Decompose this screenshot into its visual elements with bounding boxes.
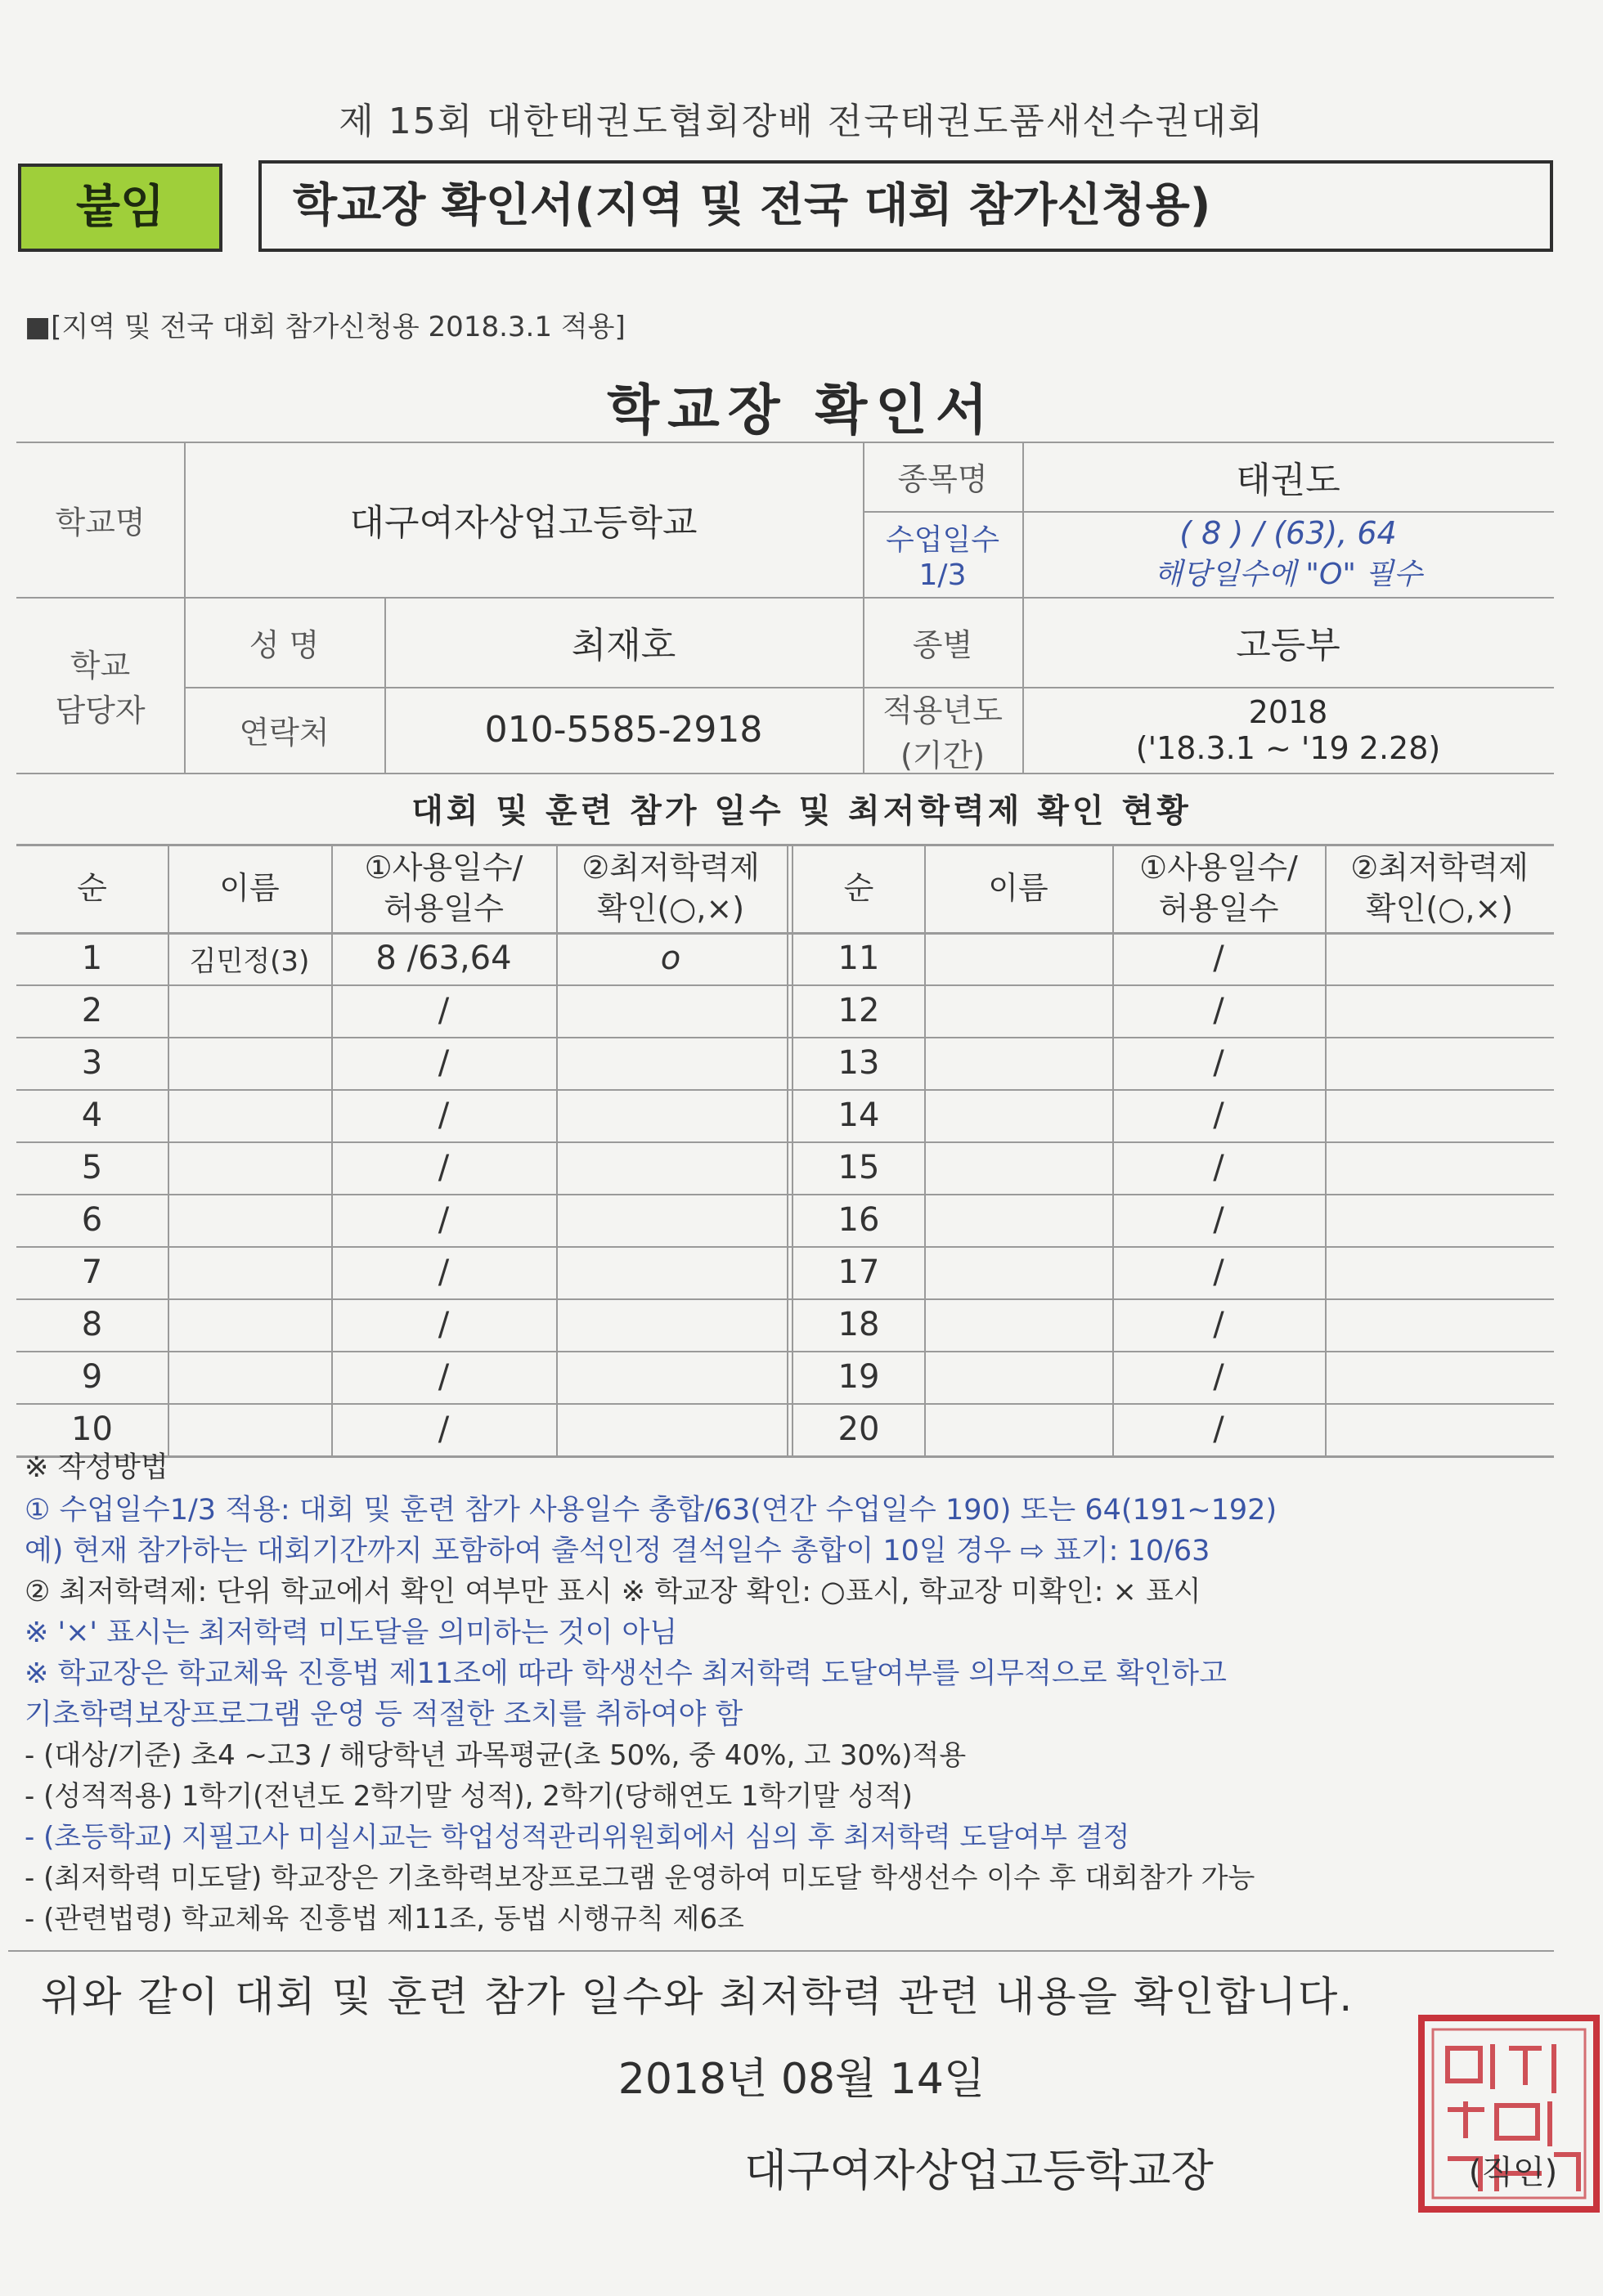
form-applicability-note: ■[지역 및 전국 대회 참가신청용 2018.3.1 적용] [25, 311, 626, 343]
col-header-min-line1: ②최저학력제 [581, 850, 760, 886]
participant-name: 김민정(3) [189, 944, 310, 978]
participant-name [924, 932, 1112, 984]
document-title-box: 학교장 확인서(지역 및 전국 대회 참가신청용) [258, 160, 1553, 252]
class-days-label [863, 511, 1022, 597]
row-number: 9 [81, 1358, 103, 1396]
row-number: 10 [71, 1410, 113, 1448]
used-days-value: / [1213, 1306, 1224, 1343]
participant-name [924, 1194, 1112, 1246]
row-number: 16 [837, 1201, 880, 1239]
col-header-days-right [1112, 844, 1325, 932]
min-academic-check [556, 1141, 785, 1194]
participant-name [168, 1403, 331, 1455]
min-academic-check [556, 1351, 785, 1403]
row-number: 8 [81, 1306, 103, 1343]
col-header-min-right-line1: ②최저학력제 [1350, 850, 1529, 886]
min-academic-check [1325, 1298, 1554, 1351]
note-line: - (대상/기준) 초4 ~고3 / 해당학년 과목평균(초 50%, 중 40%, 고 30%)적용 [25, 1739, 967, 1772]
used-days-value: / [438, 1149, 450, 1186]
used-days-value: / [1213, 1358, 1224, 1396]
attachment-badge: 붙임 [18, 164, 222, 252]
manager-label-line1: 학교 [70, 647, 131, 684]
min-academic-check [1325, 1194, 1554, 1246]
note-line: ※ '×' 표시는 최저학력 미도달을 의미하는 것이 아님 [25, 1617, 678, 1649]
col-header-min-right-line2: 확인(○,×) [1365, 890, 1514, 926]
seal-label: (직인) [1468, 2154, 1558, 2191]
min-academic-check [556, 984, 785, 1037]
participant-name [924, 1037, 1112, 1089]
contact-value: 010-5585-2918 [484, 709, 763, 751]
main-title: 학교장 확인서 [607, 379, 996, 442]
min-academic-check [1325, 1037, 1554, 1089]
issue-date: 2018년 08월 14일 [617, 2055, 986, 2104]
principal-title: 대구여자상업고등학교장 [744, 2145, 1214, 2196]
row-number: 15 [837, 1149, 880, 1186]
min-academic-check [556, 1037, 785, 1089]
participant-name [924, 1246, 1112, 1298]
year-value-period: ('18.3.1 ~ '19 2.28) [1135, 729, 1441, 766]
sport-label: 종목명 [897, 461, 988, 497]
used-days-value: / [1213, 1149, 1224, 1186]
used-days-value: / [438, 1410, 450, 1448]
note-line: ② 최저학력제: 단위 학교에서 확인 여부만 표시 ※ 학교장 확인: ○표시, 학교장 미확인: × 표시 [25, 1576, 1201, 1608]
col-header-days-line2: 허용일수 [384, 890, 504, 926]
col-header-no: 순 [77, 870, 107, 906]
row-number: 3 [81, 1044, 103, 1082]
year-value [1022, 687, 1554, 773]
year-value-year: 2018 [1248, 693, 1328, 730]
participant-name [924, 1351, 1112, 1403]
participation-section-title: 대회 및 훈련 참가 일수 및 최저학력제 확인 현황 [411, 792, 1192, 830]
participant-name [168, 984, 331, 1037]
participant-name [168, 1141, 331, 1194]
used-days-value: / [1213, 1044, 1224, 1082]
min-academic-check [1325, 984, 1554, 1037]
manager-name-value: 최재호 [571, 625, 676, 666]
min-academic-check [556, 1246, 785, 1298]
participant-name [924, 1141, 1112, 1194]
col-header-name: 이름 [219, 870, 280, 906]
contact-label: 연락처 [239, 715, 330, 751]
used-days-value: / [438, 1306, 450, 1343]
col-header-min [556, 844, 785, 932]
notes-heading: ※ 작성방법 [25, 1451, 168, 1484]
row-number: 19 [837, 1358, 880, 1396]
participant-name [168, 1194, 331, 1246]
min-academic-check [1325, 932, 1554, 984]
row-number: 11 [837, 939, 880, 977]
name-label: 성 명 [249, 626, 320, 663]
min-academic-check [556, 1298, 785, 1351]
year-label [863, 687, 1022, 773]
confirmation-statement: 위와 같이 대회 및 훈련 참가 일수와 최저학력 관련 내용을 확인합니다. [41, 1973, 1354, 2020]
participant-name [168, 1298, 331, 1351]
participant-name [168, 1246, 331, 1298]
manager-label-line2: 담당자 [55, 692, 146, 729]
used-days-value: / [1213, 1253, 1224, 1291]
sport-value: 태권도 [1236, 459, 1340, 501]
min-academic-check [1325, 1089, 1554, 1141]
participant-name [924, 1403, 1112, 1455]
class-days-note: 해당일수에 "O" 필수 [1154, 558, 1422, 591]
min-academic-check [1325, 1246, 1554, 1298]
participant-name [168, 1089, 331, 1141]
col-header-min-line2: 확인(○,×) [596, 890, 745, 926]
col-header-no-right: 순 [843, 870, 874, 906]
used-days-value: / [438, 1358, 450, 1396]
col-header-name-right: 이름 [988, 870, 1048, 906]
min-academic-check [1325, 1351, 1554, 1403]
used-days-value: / [438, 1096, 450, 1134]
used-days-value: / [438, 1044, 450, 1082]
note-line: 예) 현재 참가하는 대회기간까지 포함하여 출석인정 결석일수 총합이 10일 경우 ⇨ 표기: 10/63 [25, 1535, 1210, 1567]
col-header-days-line1: ①사용일수/ [364, 850, 523, 886]
note-line: 기초학력보장프로그램 운영 등 적절한 조치를 취하여야 함 [25, 1698, 743, 1731]
division-label: 종별 [912, 626, 973, 663]
participant-name [924, 1298, 1112, 1351]
school-name-label: 학교명 [55, 504, 146, 540]
col-header-min-right [1325, 844, 1554, 932]
col-header-days [331, 844, 556, 932]
used-days-value: / [438, 992, 450, 1029]
note-line: ※ 학교장은 학교체육 진흥법 제11조에 따라 학생선수 최저학력 도달여부를 의무적으로 확인하고 [25, 1657, 1227, 1690]
row-number: 13 [837, 1044, 880, 1082]
year-label-line1: 적용년도 [882, 692, 1003, 729]
used-days-value: / [1213, 1201, 1224, 1239]
manager-label [16, 597, 184, 773]
min-academic-check: o [660, 939, 681, 977]
row-number: 12 [837, 992, 880, 1029]
row-number: 14 [837, 1096, 880, 1134]
note-line: ① 수업일수1/3 적용: 대회 및 훈련 참가 사용일수 총합/63(연간 수업일수 190) 또는 64(191~192) [25, 1494, 1277, 1527]
used-days-value: / [1213, 992, 1224, 1029]
used-days-value: / [438, 1201, 450, 1239]
participant-name [168, 1351, 331, 1403]
class-days-label-line1: 수업일수 [885, 522, 1000, 557]
participant-name [168, 1037, 331, 1089]
min-academic-check [556, 1403, 785, 1455]
row-number: 20 [837, 1410, 880, 1448]
class-days-handwritten: ( 8 ) / (63), 64 [1179, 515, 1397, 551]
row-number: 17 [837, 1253, 880, 1291]
class-days-label-line2: 1/3 [918, 558, 967, 592]
note-line: - (성적적용) 1학기(전년도 2학기말 성적), 2학기(당해연도 1학기말 성적) [25, 1780, 913, 1813]
official-seal-stamp [1415, 2011, 1603, 2216]
note-line: - (최저학력 미도달) 학교장은 기초학력보장프로그램 운영하여 미도달 학생선수 이수 후 대회참가 가능 [25, 1862, 1255, 1895]
min-academic-check [556, 1089, 785, 1141]
used-days-value: / [438, 1253, 450, 1291]
used-days-value: / [1213, 1410, 1224, 1448]
min-academic-check [1325, 1141, 1554, 1194]
used-days-value: 8 /63,64 [375, 939, 512, 977]
min-academic-check [556, 1194, 785, 1246]
school-name-value: 대구여자상업고등학교 [349, 502, 698, 544]
row-number: 4 [81, 1096, 103, 1134]
year-label-line2: (기간) [900, 737, 986, 774]
row-number: 7 [81, 1253, 103, 1291]
row-number: 6 [81, 1201, 103, 1239]
row-number: 18 [837, 1306, 880, 1343]
min-academic-check [1325, 1403, 1554, 1455]
event-title: 제 15회 대한태권도협회장배 전국태권도품새선수권대회 [339, 101, 1264, 142]
row-number: 1 [81, 939, 103, 977]
col-header-days-right-line2: 허용일수 [1158, 890, 1279, 926]
division-value: 고등부 [1236, 625, 1340, 666]
note-line: - (관련법령) 학교체육 진흥법 제11조, 동법 시행규칙 제6조 [25, 1903, 744, 1935]
col-header-days-right-line1: ①사용일수/ [1139, 850, 1298, 886]
row-number: 5 [81, 1149, 103, 1186]
participant-name [924, 984, 1112, 1037]
row-number: 2 [81, 992, 103, 1029]
class-days-value [1022, 511, 1554, 597]
used-days-value: / [1213, 939, 1224, 977]
participant-name [924, 1089, 1112, 1141]
used-days-value: / [1213, 1096, 1224, 1134]
note-line: - (초등학교) 지필고사 미실시교는 학업성적관리위원회에서 심의 후 최저학력 도달여부 결정 [25, 1821, 1130, 1854]
